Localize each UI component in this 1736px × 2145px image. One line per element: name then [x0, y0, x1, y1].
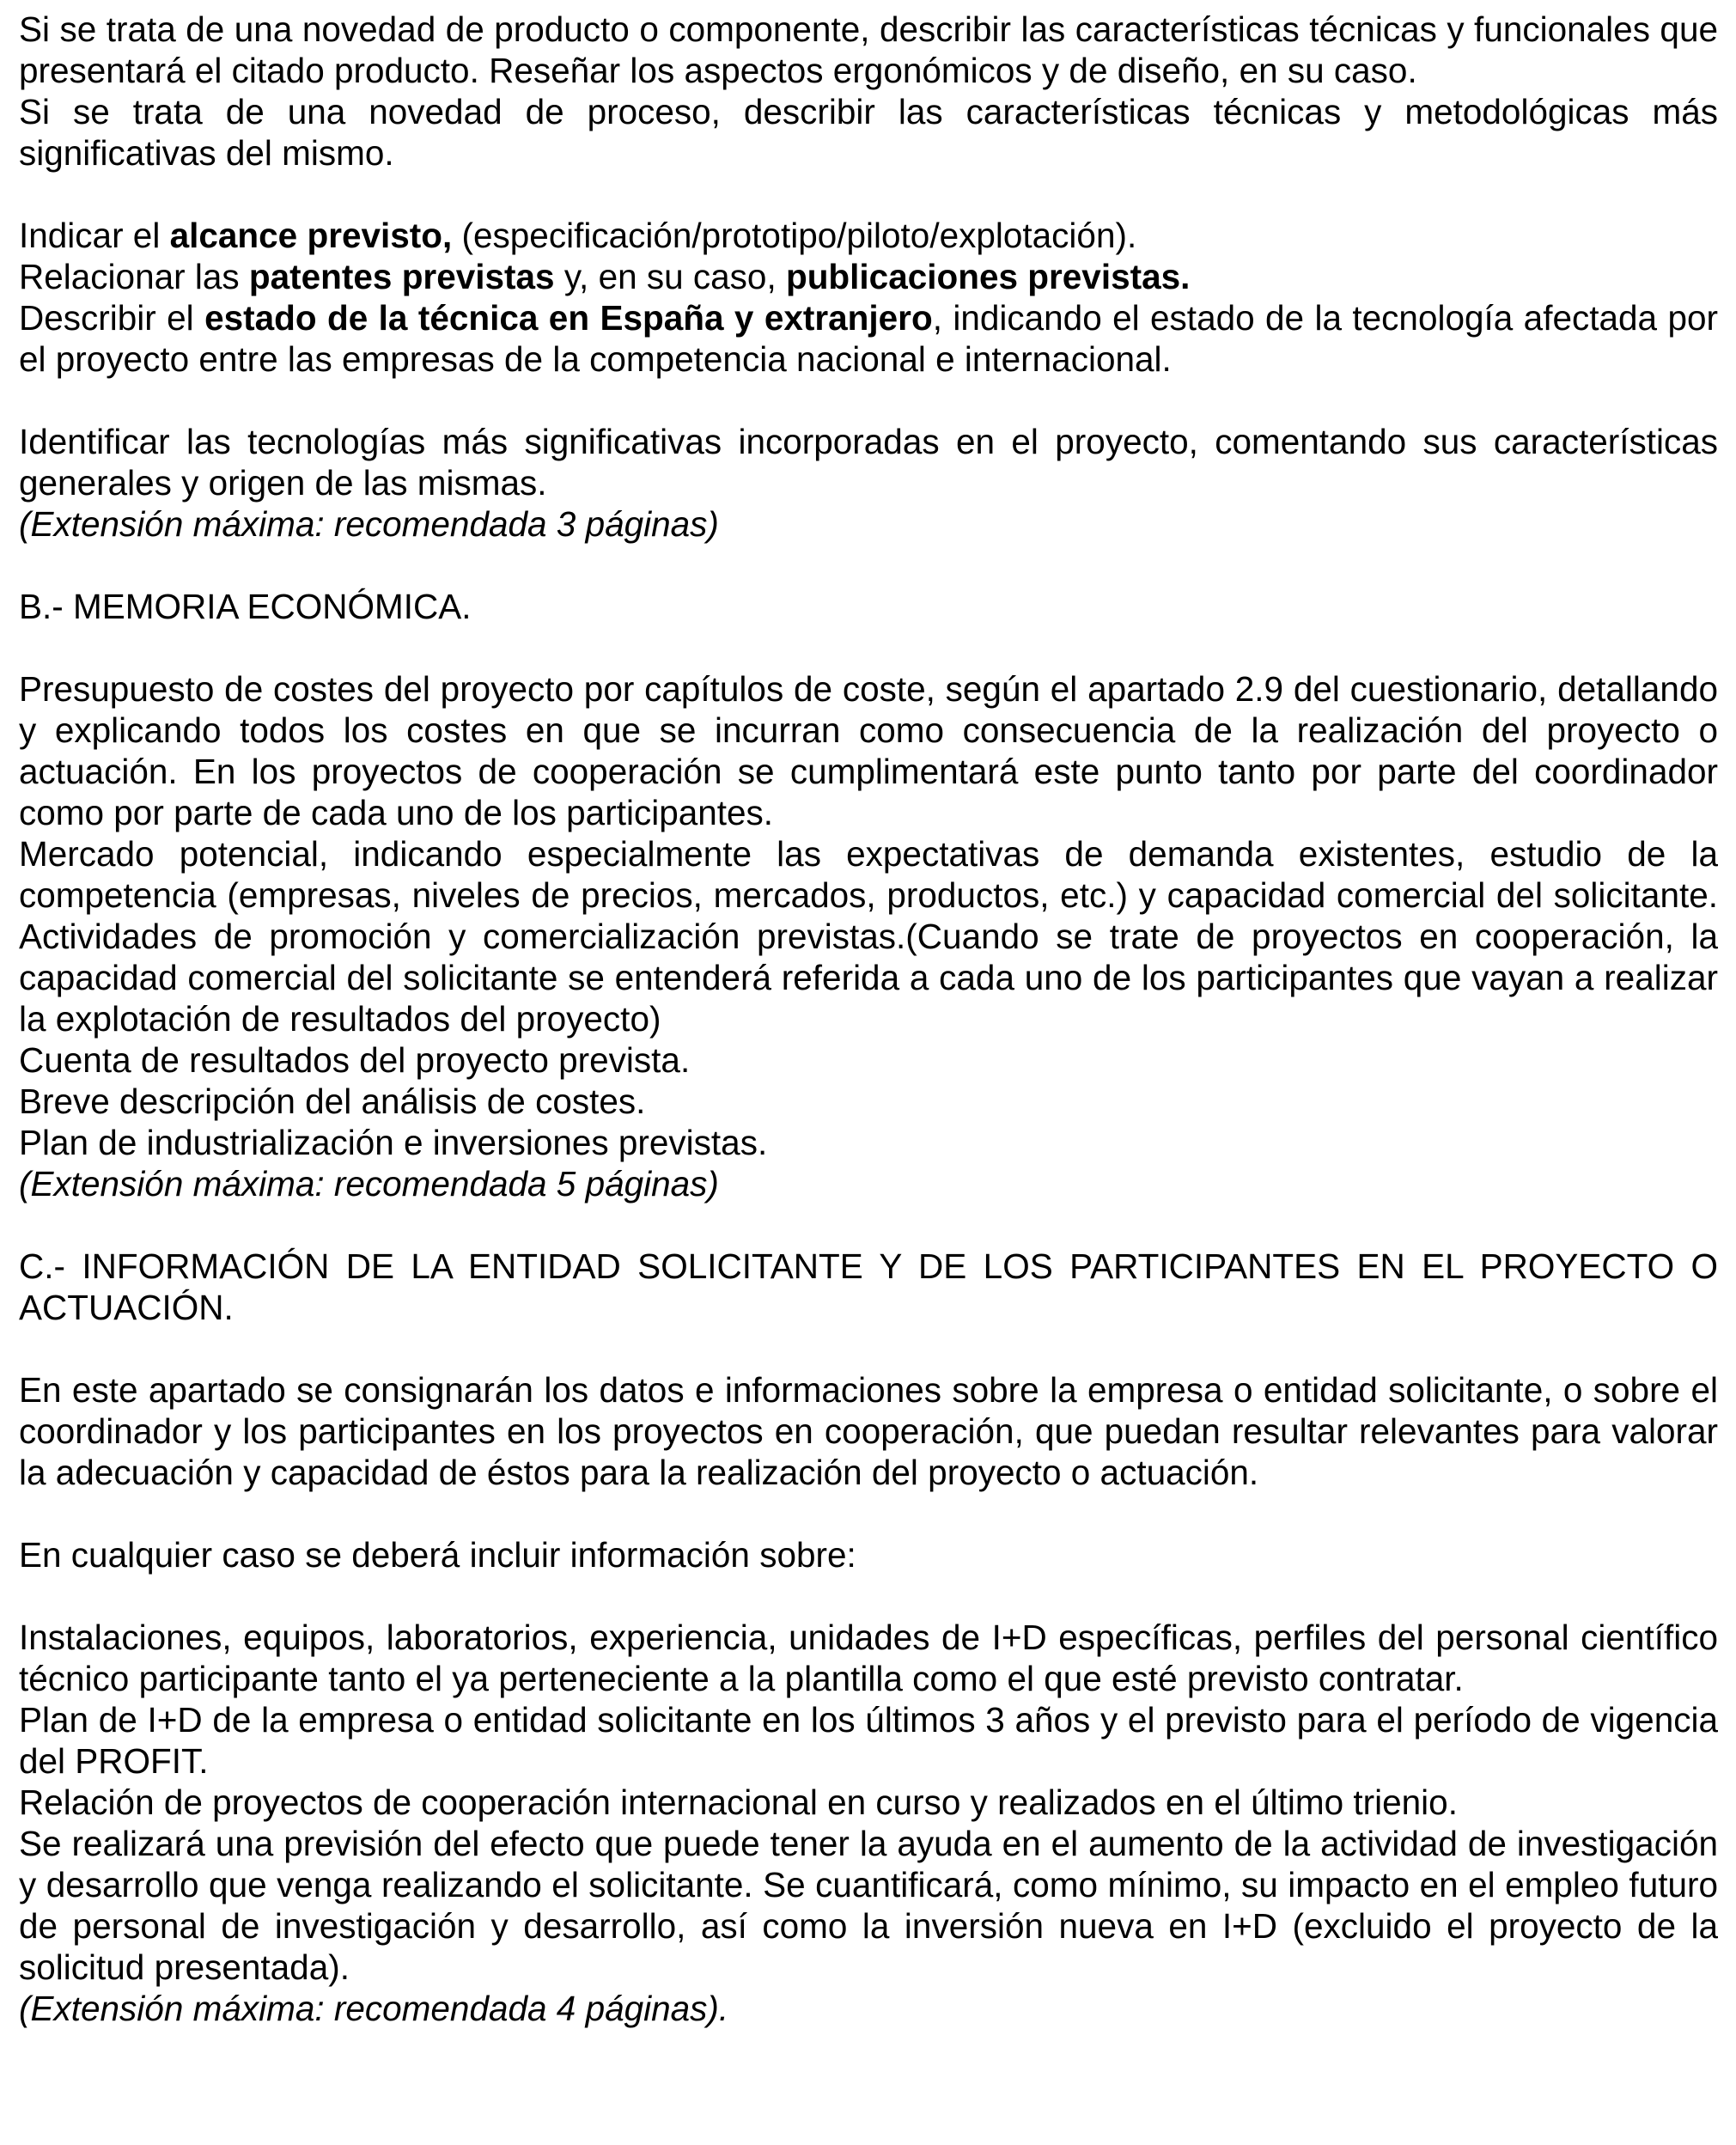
patentes-mid: y, en su caso, — [554, 257, 786, 296]
spacer — [19, 380, 1718, 421]
paragraph-plan-id: Plan de I+D de la empresa o entidad solicitante en los últimos 3 años y el previsto para el período de vigencia del PROFIT. — [19, 1700, 1718, 1781]
estado-bold: estado de la técnica en España y extranjero — [204, 298, 933, 338]
paragraph-instalaciones: Instalaciones, equipos, laboratorios, experiencia, unidades de I+D específicas, perfiles del personal científico técnico participante tanto el ya perteneciente a la plantilla como el que esté previsto contratar. — [19, 1618, 1718, 1698]
document-page — [19, 9, 1718, 2029]
paragraph-alcance — [19, 215, 1718, 256]
spacer — [19, 1493, 1718, 1534]
section-b-heading: B.- MEMORIA ECONÓMICA. — [19, 587, 472, 626]
paragraph-estado-tecnica — [19, 297, 1718, 380]
spacer — [19, 545, 1718, 586]
paragraph-cuenta: Cuenta de resultados del proyecto prevista. — [19, 1040, 691, 1080]
publicaciones-bold: publicaciones previstas. — [785, 257, 1191, 296]
extension-note-b: (Extensión máxima: recomendada 5 páginas) — [19, 1164, 719, 1204]
alcance-bold: alcance previsto, — [169, 216, 453, 255]
paragraph-section-c-intro: En este apartado se consignarán los datos e informaciones sobre la empresa o entidad solicitante, o sobre el coordinador y los participantes en los proyectos en cooperación, que puedan resultar relevantes para valorar la adecuación y capacidad de éstos para la realización del proyecto o actuación. — [19, 1370, 1718, 1492]
alcance-post: (especificación/prototipo/piloto/explotación). — [452, 216, 1137, 255]
paragraph-presupuesto: Presupuesto de costes del proyecto por capítulos de coste, según el apartado 2.9 del cuestionario, detallando y explicando todos los costes en que se incurran como consecuencia de la realización del proyecto o actuación. En los proyectos de cooperación se cumplimentará este punto tanto por parte del coordinador como por parte de cada uno de los participantes. — [19, 669, 1718, 832]
spacer — [19, 1575, 1718, 1617]
paragraph-patentes — [19, 256, 1718, 297]
paragraph-prevision: Se realizará una previsión del efecto que puede tener la ayuda en el aumento de la actividad de investigación y desarrollo que venga realizando el solicitante. Se cuantificará, como mínimo, su impacto en el empleo futuro de personal de investigación y desarrollo, así como la inversión nueva en I+D (excluido el proyecto de la solicitud presentada). — [19, 1824, 1718, 1987]
paragraph-novedad-proceso: Si se trata de una novedad de proceso, describir las características técnicas y metodológicas más significativas del mismo. — [19, 92, 1718, 173]
estado-pre: Describir el — [19, 298, 205, 338]
patentes-bold: patentes previstas — [248, 257, 555, 296]
extension-note-c: (Extensión máxima: recomendada 4 páginas). — [19, 1989, 729, 2028]
paragraph-tecnologias: Identificar las tecnologías más significativas incorporadas en el proyecto, comentando sus características generales y origen de las mismas. — [19, 422, 1718, 503]
spacer — [19, 1204, 1718, 1246]
spacer — [19, 174, 1718, 215]
extension-note-a: (Extensión máxima: recomendada 3 páginas) — [19, 504, 719, 544]
spacer — [19, 627, 1718, 668]
paragraph-cualquier-caso: En cualquier caso se deberá incluir información sobre: — [19, 1535, 856, 1575]
paragraph-novedad-producto: Si se trata de una novedad de producto o componente, describir las características técnicas y funcionales que presentará el citado producto. Reseñar los aspectos ergonómicos y de diseño, en su caso. — [19, 9, 1718, 90]
paragraph-plan: Plan de industrialización e inversiones previstas. — [19, 1123, 768, 1162]
spacer — [19, 1328, 1718, 1369]
estado-post: , indicando el estado de la tecnología afectada por el proyecto entre las empresas de la competencia nacional e internacional. — [19, 298, 1718, 379]
paragraph-relacion: Relación de proyectos de cooperación internacional en curso y realizados en el último trienio. — [19, 1782, 1458, 1822]
alcance-pre: Indicar el — [19, 216, 170, 255]
section-c-heading: C.- INFORMACIÓN DE LA ENTIDAD SOLICITANTE Y DE LOS PARTICIPANTES EN EL PROYECTO O ACTUACIÓN. — [19, 1246, 1718, 1327]
patentes-pre: Relacionar las — [19, 257, 249, 296]
paragraph-analisis: Breve descripción del análisis de costes. — [19, 1082, 646, 1121]
paragraph-mercado: Mercado potencial, indicando especialmente las expectativas de demanda existentes, estudio de la competencia (empresas, niveles de precios, mercados, productos, etc.) y capacidad comercial del solicitante. Actividades de promoción y comercialización previstas.(Cuando se trate de proyectos en cooperación, la capacidad comercial del solicitante se entenderá referida a cada uno de los participantes que vayan a realizar la explotación de resultados del proyecto) — [19, 834, 1718, 1039]
